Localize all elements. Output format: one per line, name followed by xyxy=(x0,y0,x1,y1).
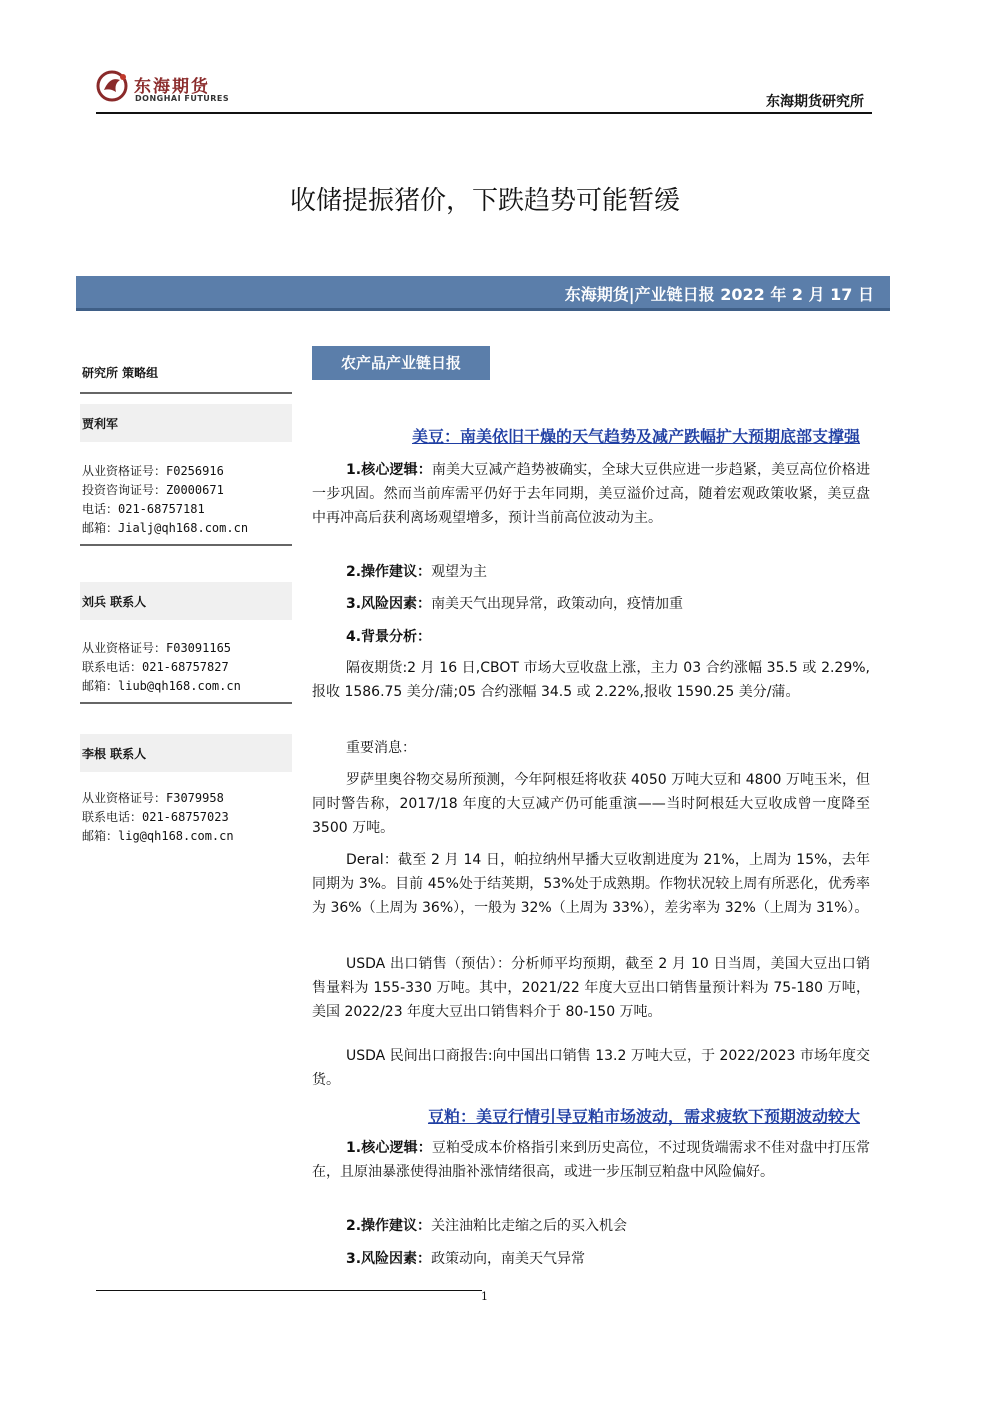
header-divider xyxy=(96,112,872,114)
team-label: 研究所 策略组 xyxy=(82,366,159,380)
advice-label: 2.操作建议： xyxy=(346,1218,432,1234)
report-banner xyxy=(76,276,890,311)
page-number: 1 xyxy=(481,1290,488,1303)
sidebar-divider xyxy=(80,392,292,394)
banner-text: 东海期货|产业链日报 2022 年 2 月 17 日 xyxy=(564,285,874,304)
soybean-core-logic xyxy=(312,458,870,530)
advice-label: 2.操作建议： xyxy=(346,564,432,580)
sidebar-divider xyxy=(80,702,292,704)
company-logo xyxy=(96,66,236,112)
soybean-advice xyxy=(312,560,870,584)
section-tag: 农产品产业链日报 xyxy=(312,346,490,380)
logic-text: 豆粕受成本价格指引来到历史高位，不过现货端需求不佳对盘中打压常在，且原油暴涨使得油脂补涨情绪很高，或进一步压制豆粕盘中风险偏好。 xyxy=(312,1140,871,1180)
analyst-contact xyxy=(82,639,241,696)
analyst-name-band xyxy=(80,404,292,442)
logic-text: 南美大豆减产趋势被确实，全球大豆供应进一步趋紧，美豆高位价格进一步巩固。然而当前库需平仍好于去年同期，美豆溢价过高，随着宏观政策收紧，美豆盘中再冲高后获利离场观望增多，预计当前高位波动为主。 xyxy=(312,462,871,526)
risk-text: 政策动向，南美天气异常 xyxy=(431,1251,586,1267)
background-paragraph: USDA 出口销售（预估）：分析师平均预期，截至 2 月 10 日当周，美国大豆出口销售量料为 155-330 万吨。其中，2021/22 年度大豆出口销售量预计料为 75-180 万吨，美国 2022/23 年度大豆出口销售料介于 80-150 万吨。 xyxy=(312,956,870,1020)
advice-text: 观望为主 xyxy=(431,564,488,580)
sidebar-divider xyxy=(80,544,292,546)
analyst-qualification: 从业资格证号：F03091165 xyxy=(82,641,232,655)
risk-label: 3.风险因素： xyxy=(346,596,432,612)
analyst-contact xyxy=(82,462,248,538)
analyst-email: 邮箱：lig@qh168.com.cn xyxy=(82,829,234,843)
footer-divider xyxy=(96,1290,482,1291)
analyst-phone: 电话：021-68757181 xyxy=(82,502,205,516)
analyst-name: 李根 联系人 xyxy=(82,747,147,761)
risk-label: 3.风险因素： xyxy=(346,1251,432,1267)
logic-label: 1.核心逻辑： xyxy=(346,462,432,478)
soybean-heading: 美豆：南美依旧干燥的天气趋势及减产跌幅扩大预期底部支撑强 xyxy=(411,427,860,446)
analyst-email: 邮箱：liub@qh168.com.cn xyxy=(82,679,241,693)
dragon-logo-icon xyxy=(96,68,130,104)
logo-text-en: DONGHAI FUTURES xyxy=(135,94,230,103)
analyst-name: 贾利军 xyxy=(82,417,119,431)
soymeal-core-logic xyxy=(312,1136,870,1184)
institute-name: 东海期货研究所 xyxy=(766,94,864,110)
analyst-phone: 联系电话：021-68757827 xyxy=(82,660,229,674)
risk-text: 南美天气出现异常，政策动向，疫情加重 xyxy=(431,596,684,612)
background-paragraph: USDA 民间出口商报告:向中国出口销售 13.2 万吨大豆，于 2022/2023 市场年度交货。 xyxy=(312,1048,870,1088)
analyst-name: 刘兵 联系人 xyxy=(82,595,147,609)
logic-label: 1.核心逻辑： xyxy=(346,1140,432,1156)
analyst-name-band xyxy=(80,582,292,620)
background-paragraph: 重要消息： xyxy=(346,740,416,756)
analyst-phone: 联系电话：021-68757023 xyxy=(82,810,229,824)
analyst-qualification: 从业资格证号：F3079958 xyxy=(82,791,224,805)
soybean-risk xyxy=(312,592,870,616)
analyst-name-band xyxy=(80,734,292,772)
soymeal-risk xyxy=(312,1247,870,1271)
logo-text-cn: 东海期货 xyxy=(134,77,210,97)
background-paragraph: Deral：截至 2 月 14 日，帕拉纳州早播大豆收割进度为 21%，上周为 15%，去年同期为 3%。目前 45%处于结荚期，53%处于成熟期。作物状况较上周有所恶化，优秀率为 36%（上周为 36%），一般为 32%（上周为 33%），差劣率为 32%（上周为 31%）。 xyxy=(312,852,870,916)
soymeal-heading: 豆粕：美豆行情引导豆粕市场波动，需求疲软下预期波动较大 xyxy=(427,1107,860,1126)
soymeal-advice xyxy=(312,1214,870,1238)
background-paragraph: 隔夜期货:2 月 16 日,CBOT 市场大豆收盘上涨，主力 03 合约涨幅 35.5 或 2.29%,报收 1586.75 美分/蒲;05 合约涨幅 34.5 或 2.22%,报收 1590.25 美分/蒲。 xyxy=(312,660,870,700)
report-title: 收储提振猪价，下跌趋势可能暂缓 xyxy=(289,186,680,216)
soybean-background-label: 4.背景分析： xyxy=(346,629,432,645)
analyst-qualification: 从业资格证号：F0256916 xyxy=(82,464,224,478)
background-paragraph: 罗萨里奥谷物交易所预测，今年阿根廷将收获 4050 万吨大豆和 4800 万吨玉米，但同时警告称，2017/18 年度的大豆减产仍可能重演——当时阿根廷大豆收成曾一度降至 3500 万吨。 xyxy=(312,772,870,836)
analyst-consult-id: 投资咨询证号：Z0000671 xyxy=(82,483,224,497)
analyst-contact xyxy=(82,789,234,846)
analyst-email: 邮箱：Jialj@qh168.com.cn xyxy=(82,521,249,535)
advice-text: 关注油粕比走缩之后的买入机会 xyxy=(431,1218,628,1234)
